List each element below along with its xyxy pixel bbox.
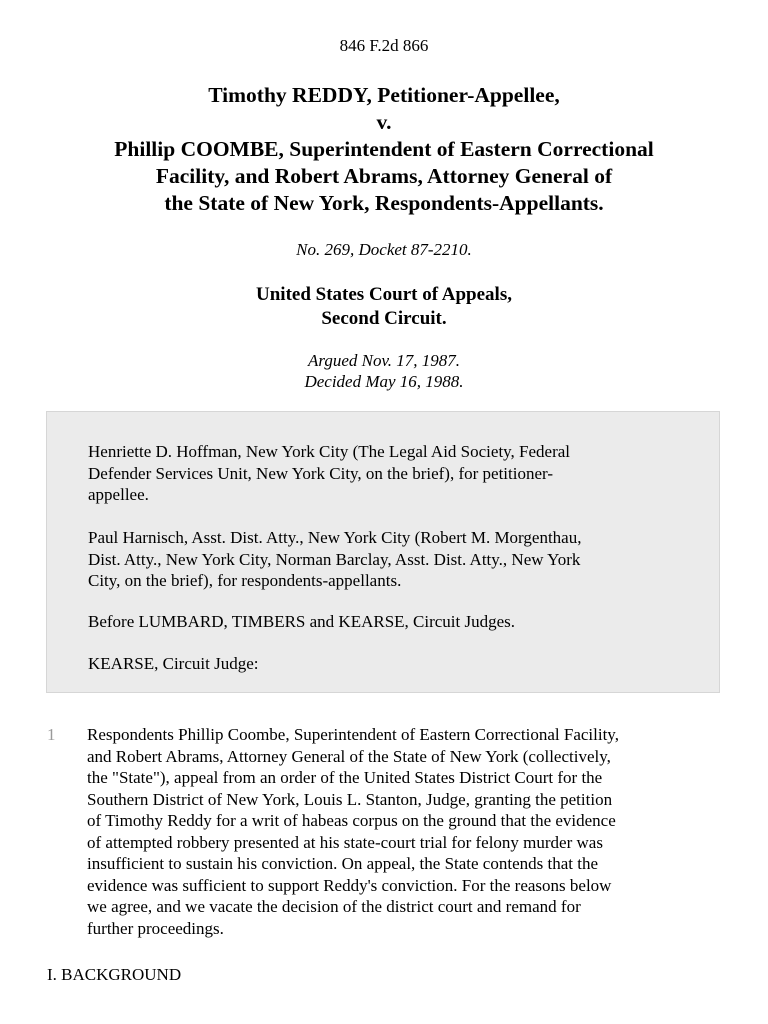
caption-respondents-line-2: Facility, and Robert Abrams, Attorney General of <box>155 164 613 188</box>
case-dates <box>0 350 768 392</box>
respondents-counsel-line: Paul Harnisch, Asst. Dist. Atty., New York City (Robert M. Morgenthau, <box>88 528 582 547</box>
court-name <box>0 283 768 331</box>
paragraph-line: insufficient to sustain his conviction. On appeal, the State contends that the <box>87 854 598 873</box>
petitioner-counsel-line: Defender Services Unit, New York City, on the brief), for petitioner- <box>88 463 553 483</box>
case-caption <box>0 82 768 217</box>
docket-number: No. 269, Docket 87-2210. <box>296 240 472 259</box>
paragraph-line: Southern District of New York, Louis L. Stanton, Judge, granting the petition <box>87 789 613 809</box>
caption-respondents-line-1: Phillip COOMBE, Superintendent of Eastern Correctional <box>114 137 654 161</box>
paragraph-line: of Timothy Reddy for a writ of habeas corpus on the ground that the evidence <box>87 811 616 830</box>
respondents-counsel <box>88 527 688 592</box>
paragraph-line: evidence was sufficient to support Reddy's conviction. For the reasons below <box>87 875 612 895</box>
judges-panel: Before LUMBARD, TIMBERS and KEARSE, Circuit Judges. <box>88 612 516 631</box>
decided-date: Decided May 16, 1988. <box>304 372 464 391</box>
paragraph-line: of attempted robbery presented at his state-court trial for felony murder was <box>87 832 603 852</box>
petitioner-counsel-line: Henriette D. Hoffman, New York City (The Legal Aid Society, Federal <box>88 442 571 461</box>
case-citation: 846 F.2d 866 <box>339 36 429 55</box>
paragraph-line: we agree, and we vacate the decision of the district court and remand for <box>87 897 581 916</box>
paragraph-line: the "State"), appeal from an order of the United States District Court for the <box>87 768 603 787</box>
petitioner-counsel <box>88 441 688 506</box>
petitioner-counsel-line: appellee. <box>88 485 149 504</box>
paragraph-line: further proceedings. <box>87 918 224 938</box>
opinion-author: KEARSE, Circuit Judge: <box>88 654 259 673</box>
paragraph-line: and Robert Abrams, Attorney General of the State of New York (collectively, <box>87 746 611 766</box>
caption-respondents-line-3: the State of New York, Respondents-Appellants. <box>164 191 604 215</box>
opinion-paragraph <box>87 724 727 939</box>
paragraph-line: Respondents Phillip Coombe, Superintendent of Eastern Correctional Facility, <box>87 725 619 744</box>
court-name-line-2: Second Circuit. <box>321 308 447 329</box>
section-heading: I. BACKGROUND <box>47 965 182 984</box>
respondents-counsel-line: Dist. Atty., New York City, Norman Barclay, Asst. Dist. Atty., New York <box>88 549 581 569</box>
caption-versus: v. <box>376 110 392 134</box>
argued-date: Argued Nov. 17, 1987. <box>307 351 461 370</box>
court-name-line-1: United States Court of Appeals, <box>256 284 512 305</box>
caption-petitioner: Timothy REDDY, Petitioner-Appellee, <box>208 83 560 107</box>
respondents-counsel-line: City, on the brief), for respondents-appellants. <box>88 571 402 590</box>
paragraph-number: 1 <box>47 725 56 744</box>
counsel-panel <box>46 411 720 693</box>
